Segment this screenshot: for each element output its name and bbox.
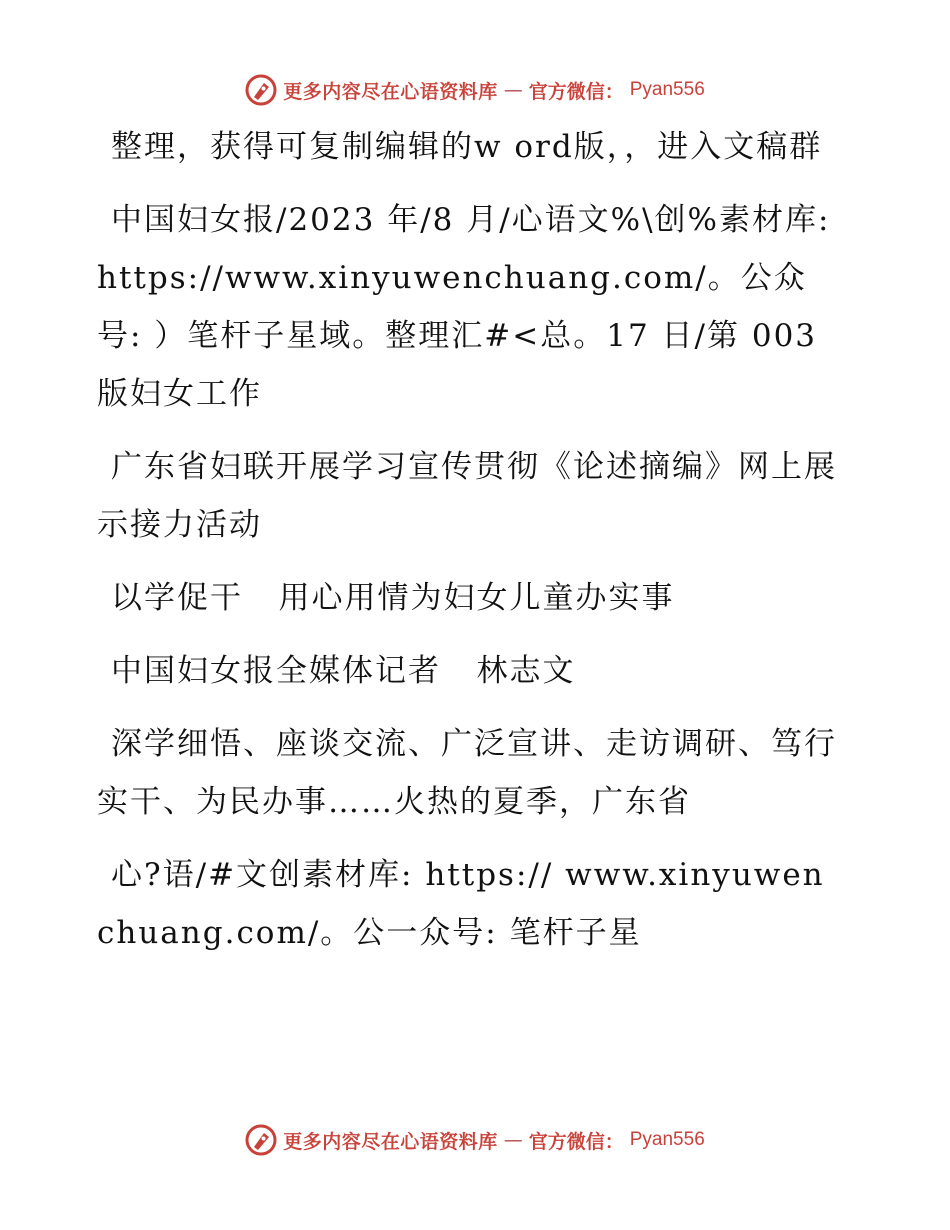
header-watermark [0,70,950,110]
watermark-separator: — [503,79,523,101]
pen-nib-icon [245,1124,277,1156]
watermark-label: 官方微信： [528,80,624,103]
watermark-text: 更多内容尽在心语资料库 [283,1130,498,1153]
document-body [97,118,843,977]
watermark-separator: — [503,1129,523,1151]
paragraph-2: 中国妇女报/2023 年/8 月/心语文%\创%素材库: https://www.xinyuwenchuang.com/。公众号: ）笔杆子星域。整理汇#<总。17 日/第 003 版妇女工作 [97,202,843,412]
paragraph-7: 心?语/#文创素材库: https:// www.xinyuwenchuang.com/。公一众号: 笔杆子星 [97,857,825,951]
watermark-wechat: Pyan556 [629,1129,705,1150]
watermark-label: 官方微信： [528,1130,624,1153]
watermark-wechat: Pyan556 [629,79,705,100]
article-title: 以学促干 用心用情为妇女儿童办实事 [111,580,675,616]
pen-nib-icon [245,74,277,106]
author-line: 中国妇女报全媒体记者 林志文 [111,653,576,689]
paragraph-6: 深学细悟、座谈交流、广泛宣讲、走访调研、笃行实干、为民办事……火热的夏季，广东省 [97,726,837,820]
watermark-text: 更多内容尽在心语资料库 [283,80,498,103]
paragraph-1: 整理，获得可复制编辑的w ord版，，进入文稿群 [111,129,823,165]
footer-watermark [0,1120,950,1160]
paragraph-3: 广东省妇联开展学习宣传贯彻《论述摘编》网上展示接力活动 [97,449,837,543]
